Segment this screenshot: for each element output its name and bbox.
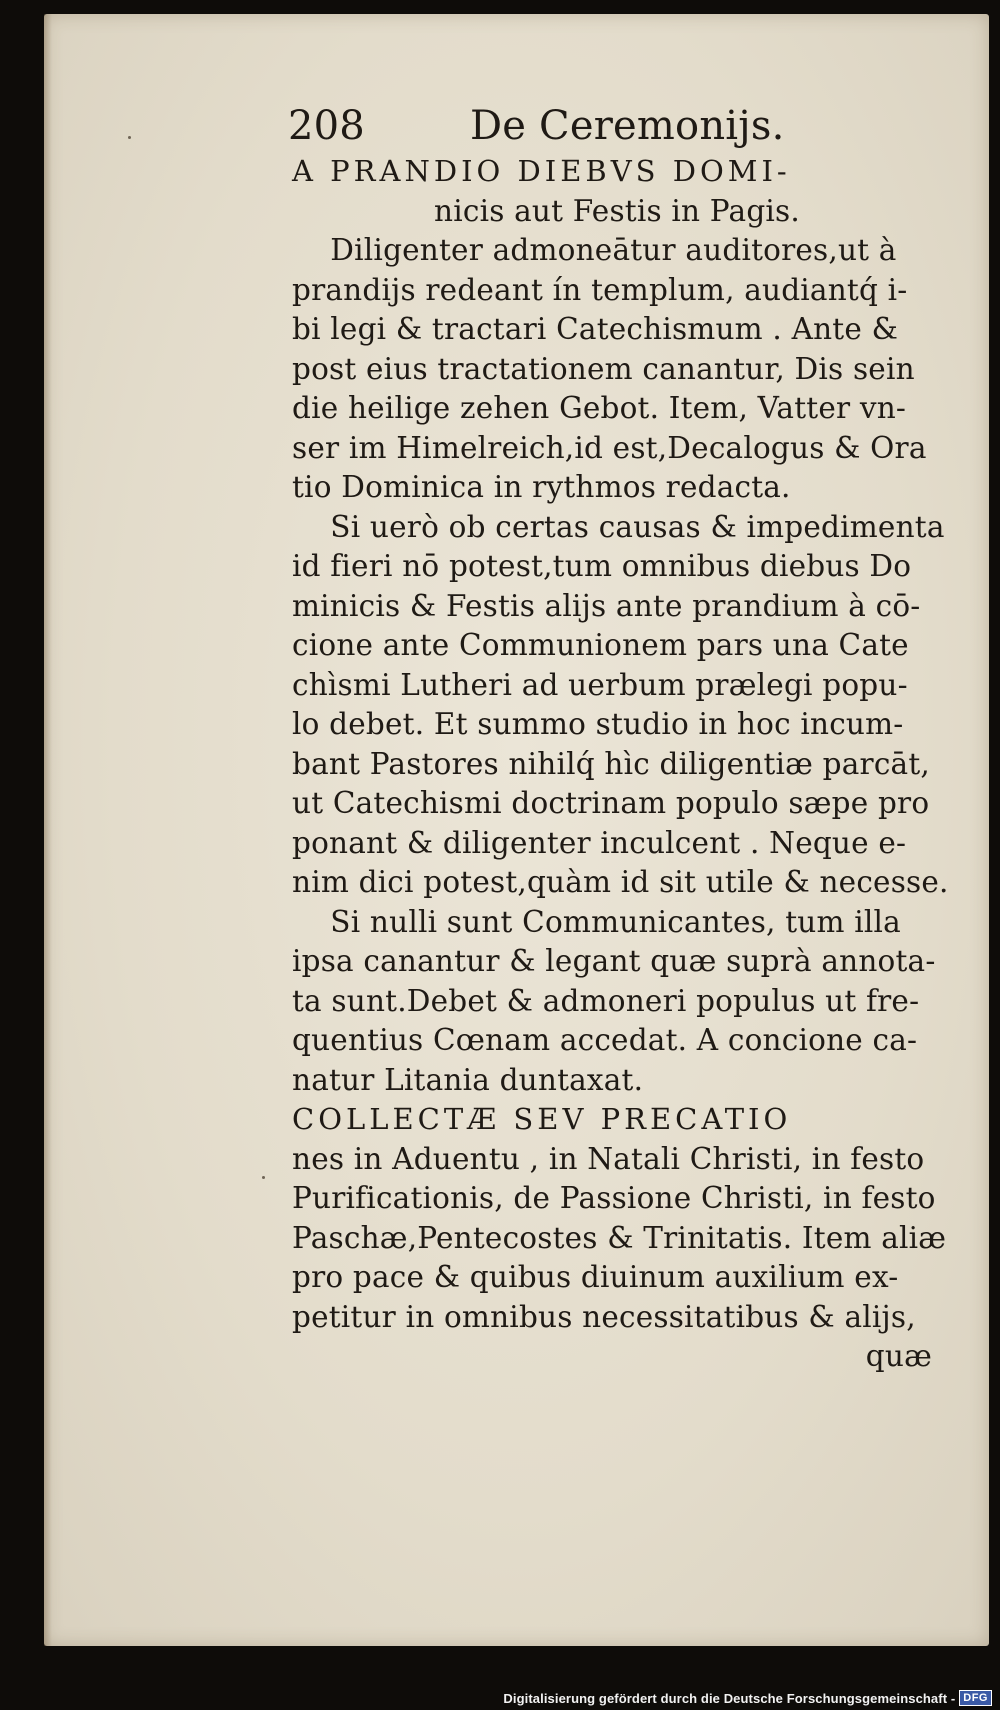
text-line: Si uerò ob certas causas & impedimenta [292,509,945,544]
text-line: post eius tractationem canantur, Dis sein [292,351,915,386]
text-line: ta sunt.Debet & admoneri populus ut fre- [292,983,920,1018]
text-line: pro pace & quibus diuinum auxilium ex- [292,1260,899,1294]
body-text [292,152,949,1337]
footer-credit: Digitalisierung gefördert durch die Deutsche Forschungsgemeinschaft - [503,1690,956,1706]
page-number: 208 [288,103,365,149]
text-line: nim dici potest,quàm id sit utile & necesse. [292,865,949,899]
text-line: nes in Aduentu , in Natali Christi, in festo [292,1141,925,1176]
running-head [288,102,942,150]
text-line: minicis & Festis alijs ante prandium à cō- [292,588,921,623]
text-line: chìsmi Lutheri ad uerbum prælegi popu- [292,667,908,702]
text-line: lo debet. Et summo studio in hoc incum- [292,707,904,741]
text-line: ut Catechismi doctrinam populo sæpe pro [292,786,930,820]
text-line: petitur in omnibus necessitatibus & alijs, [292,1299,916,1334]
running-title: De Ceremonijs. [470,103,785,149]
text-line: cione ante Communionem pars una Cate [292,628,909,662]
text-line: prandijs redeant ín templum, audiantq́ i- [292,272,908,307]
section-heading-line: COLLECTÆ SEV PRECATIO [292,1102,792,1136]
text-line: natur Litania duntaxat. [292,1062,644,1097]
text-line: ser im Himelreich,id est,Decalogus & Ora [292,430,927,465]
page-text-block [288,102,949,1377]
text-line: bant Pastores nihilq́ hìc diligentiæ parcāt, [292,746,930,781]
text-line: id fieri nō potest,tum omnibus diebus Do [292,549,912,583]
text-line: tio Dominica in rythmos redacta. [292,470,791,504]
catchword: quæ [865,1339,932,1373]
dfg-logo-icon: DFG [959,1690,992,1706]
text-line: nicis aut Festis in Pagis. [434,193,800,228]
text-line: Purificationis, de Passione Christi, in festo [292,1181,936,1215]
text-line: Si nulli sunt Communicantes, tum illa [292,904,901,939]
digitization-footer [503,1690,992,1706]
paper-speck [128,136,131,139]
text-line: ipsa canantur & legant quæ suprà annota- [292,944,936,978]
text-line: die heilige zehen Gebot. Item, Vatter vn- [292,391,907,425]
paper-speck [262,1176,265,1179]
text-line: Paschæ,Pentecostes & Trinitatis. Item aliæ [292,1220,947,1255]
text-line: bi legi & tractari Catechismum . Ante & [292,312,899,346]
text-line: quentius Cœnam accedat. A concione ca- [292,1023,918,1057]
text-line: ponant & diligenter inculcent . Neque e- [292,825,907,860]
page-gutter-shadow [44,14,52,1646]
text-line: Diligenter admoneātur auditores,ut à [292,233,897,267]
section-heading-line: A PRANDIO DIEBVS DOMI- [292,154,791,188]
